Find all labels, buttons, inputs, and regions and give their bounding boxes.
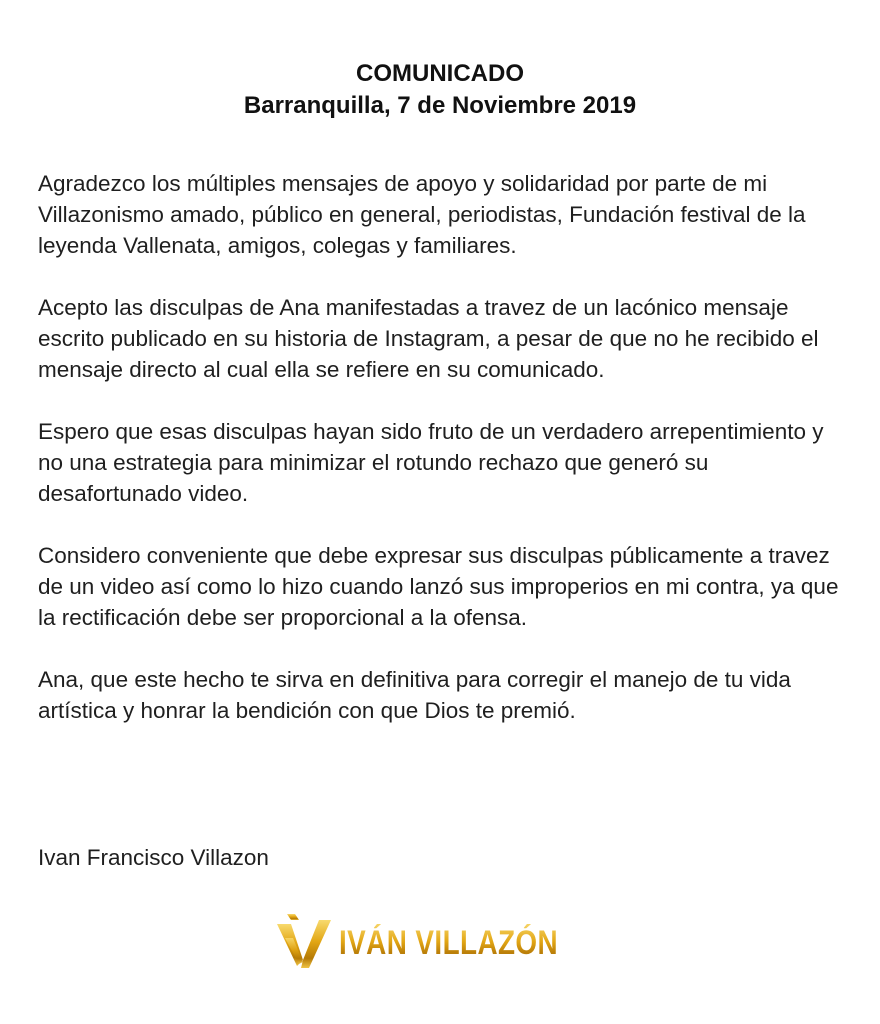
signature: Ivan Francisco Villazon bbox=[38, 845, 269, 870]
document-title: COMUNICADO bbox=[356, 60, 524, 87]
paragraph-closing: Ana, que este hecho te sirva en definitiva para corregir el manejo de tu vida artística y honrar la bendición con que Dios te premió. bbox=[38, 667, 791, 723]
brand-logo-text: IVÁN VILLAZÓN bbox=[339, 923, 559, 962]
paragraph-request: Considero conveniente que debe expresar sus disculpas públicamente a travez de un video así como lo hizo cuando lanzó sus improperios en mi contra, ya que la rectificación debe ser proporcional a la ofensa. bbox=[38, 543, 839, 630]
document-date: Barranquilla, 7 de Noviembre 2019 bbox=[243, 92, 637, 119]
paragraph-gratitude: Agradezco los múltiples mensajes de apoyo y solidaridad por parte de mi Villazonismo amado, público en general, periodistas, Fundación festival de la leyenda Vallenata, amigos, colegas y familiares. bbox=[38, 171, 806, 258]
header bbox=[0, 58, 880, 122]
paragraph-hope: Espero que esas disculpas hayan sido fruto de un verdadero arrepentimiento y no una estrategia para minimizar el rotundo rechazo que generó su desafortunado video. bbox=[38, 419, 824, 506]
paragraph-apology-accepted: Acepto las disculpas de Ana manifestadas a travez de un lacónico mensaje escrito publicado en su historia de Instagram, a pesar de que no he recibido el mensaje directo al cual ella se refiere en su comunicado. bbox=[38, 295, 819, 382]
iv-monogram-icon bbox=[273, 910, 335, 972]
statement-body bbox=[38, 168, 848, 757]
brand-logo bbox=[0, 906, 880, 976]
